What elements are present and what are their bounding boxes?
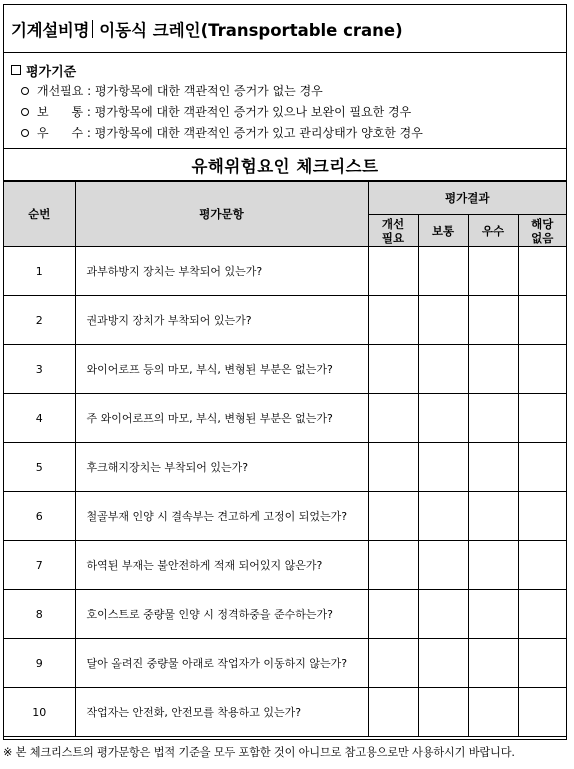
criteria-item-text: 우 수 : 평가항목에 대한 객관적인 증거가 있고 관리상태가 양호한 경우 [37, 126, 423, 140]
result-cell-na[interactable] [518, 443, 566, 492]
result-cell-excellent[interactable] [468, 688, 518, 737]
row-question: 와이어로프 등의 마모, 부식, 변형된 부분은 없는가? [75, 345, 368, 394]
result-cell-normal[interactable] [418, 394, 468, 443]
table-row [4, 492, 566, 541]
row-question: 호이스트로 중량물 인양 시 정격하중을 준수하는가? [75, 590, 368, 639]
result-cell-normal[interactable] [418, 688, 468, 737]
result-cell-normal[interactable] [418, 443, 468, 492]
equipment-name: 이동식 크레인(Transportable crane) [99, 20, 403, 40]
result-cell-normal[interactable] [418, 639, 468, 688]
result-cell-na[interactable] [518, 541, 566, 590]
row-number: 8 [4, 590, 75, 639]
equipment-label: 기계설비명 [11, 20, 90, 40]
result-cell-improve[interactable] [368, 345, 418, 394]
table-row [4, 590, 566, 639]
row-question: 작업자는 안전화, 안전모를 착용하고 있는가? [75, 688, 368, 737]
row-question: 달아 올려진 중량물 아래로 작업자가 이동하지 않는가? [75, 639, 368, 688]
row-question: 과부하방지 장치는 부착되어 있는가? [75, 247, 368, 296]
row-number: 9 [4, 639, 75, 688]
checklist-frame [3, 4, 567, 740]
row-number: 5 [4, 443, 75, 492]
result-cell-improve[interactable] [368, 541, 418, 590]
row-number: 2 [4, 296, 75, 345]
circle-icon [21, 129, 29, 137]
row-number: 7 [4, 541, 75, 590]
table-row [4, 639, 566, 688]
circle-icon [21, 108, 29, 116]
result-cell-excellent[interactable] [468, 590, 518, 639]
result-cell-na[interactable] [518, 688, 566, 737]
table-row [4, 247, 566, 296]
table-row [4, 296, 566, 345]
table-row [4, 345, 566, 394]
equipment-title-row [4, 5, 566, 53]
result-cell-na[interactable] [518, 639, 566, 688]
result-cell-improve[interactable] [368, 247, 418, 296]
row-number: 3 [4, 345, 75, 394]
row-question: 권과방지 장치가 부착되어 있는가? [75, 296, 368, 345]
result-cell-normal[interactable] [418, 590, 468, 639]
result-cell-improve[interactable] [368, 492, 418, 541]
title-divider [92, 20, 93, 38]
column-header-improve: 개선 필요 [368, 215, 418, 247]
result-cell-improve[interactable] [368, 590, 418, 639]
row-number: 1 [4, 247, 75, 296]
column-header-normal: 보통 [418, 215, 468, 247]
result-cell-normal[interactable] [418, 345, 468, 394]
result-cell-excellent[interactable] [468, 639, 518, 688]
table-row [4, 688, 566, 737]
row-number: 4 [4, 394, 75, 443]
result-cell-na[interactable] [518, 345, 566, 394]
table-row [4, 541, 566, 590]
column-header-excellent: 우수 [468, 215, 518, 247]
criteria-item-text: 개선필요 : 평가항목에 대한 객관적인 증거가 없는 경우 [37, 84, 323, 98]
result-cell-excellent[interactable] [468, 394, 518, 443]
checklist-table [4, 181, 566, 737]
result-cell-excellent[interactable] [468, 541, 518, 590]
result-cell-normal[interactable] [418, 296, 468, 345]
row-question: 주 와이어로프의 마모, 부식, 변형된 부분은 없는가? [75, 394, 368, 443]
row-question: 철골부재 인양 시 결속부는 견고하게 고정이 되었는가? [75, 492, 368, 541]
table-row [4, 394, 566, 443]
circle-icon [21, 87, 29, 95]
result-cell-excellent[interactable] [468, 247, 518, 296]
criteria-item-excellent [11, 122, 566, 143]
criteria-heading-text: 평가기준 [26, 64, 77, 80]
footnote: ※ 본 체크리스트의 평가문항은 법적 기준을 모두 포함한 것이 아니므로 참고용으로만 사용하시기 바랍니다. [3, 746, 515, 759]
criteria-item-text: 보 통 : 평가항목에 대한 객관적인 증거가 있으나 보완이 필요한 경우 [37, 105, 412, 119]
column-header-no: 순번 [4, 182, 75, 247]
result-cell-na[interactable] [518, 296, 566, 345]
result-cell-excellent[interactable] [468, 443, 518, 492]
column-header-question: 평가문항 [75, 182, 368, 247]
result-cell-improve[interactable] [368, 394, 418, 443]
row-number: 6 [4, 492, 75, 541]
result-cell-excellent[interactable] [468, 492, 518, 541]
evaluation-criteria [4, 53, 566, 149]
criteria-heading [11, 60, 566, 80]
result-cell-na[interactable] [518, 247, 566, 296]
result-cell-na[interactable] [518, 590, 566, 639]
result-cell-normal[interactable] [418, 247, 468, 296]
result-cell-normal[interactable] [418, 492, 468, 541]
result-cell-normal[interactable] [418, 541, 468, 590]
result-cell-improve[interactable] [368, 688, 418, 737]
row-question: 후크해지장치는 부착되어 있는가? [75, 443, 368, 492]
criteria-item-improve [11, 80, 566, 101]
row-question: 하역된 부재는 불안전하게 적재 되어있지 않은가? [75, 541, 368, 590]
result-cell-excellent[interactable] [468, 345, 518, 394]
result-cell-improve[interactable] [368, 296, 418, 345]
column-header-result-group: 평가결과 [368, 182, 566, 215]
column-header-na: 해당 없음 [518, 215, 566, 247]
result-cell-na[interactable] [518, 394, 566, 443]
checklist-title: 유해위험요인 체크리스트 [4, 149, 566, 181]
result-cell-na[interactable] [518, 492, 566, 541]
criteria-item-normal [11, 101, 566, 122]
table-row [4, 443, 566, 492]
result-cell-improve[interactable] [368, 639, 418, 688]
checkbox-icon [11, 65, 21, 75]
result-cell-improve[interactable] [368, 443, 418, 492]
result-cell-excellent[interactable] [468, 296, 518, 345]
row-number: 10 [4, 688, 75, 737]
